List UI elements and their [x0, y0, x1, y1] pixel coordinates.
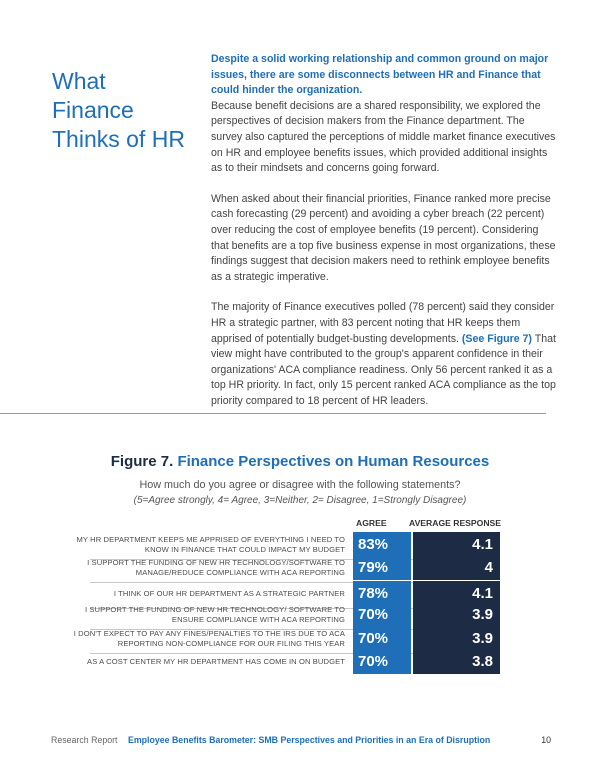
agree-value: 70%	[353, 602, 411, 627]
figure-label: Figure 7.	[110, 453, 174, 470]
agree-value: 70%	[353, 626, 411, 651]
paragraph	[211, 300, 557, 409]
table-row	[60, 649, 500, 674]
column-header-agree: AGREE	[356, 518, 387, 528]
average-value: 4.1	[413, 532, 500, 557]
table-row	[60, 602, 500, 627]
paragraph: When asked about their financial priorities, Finance ranked more precise cash forecasting (29 percent) and avoiding a cyber breach (22 percent) over reducing the cost of employee benefits (19 percent). Considering that benefits are a top five business expense in most organizations, these findings suggest that decision makers need to rethink employee benefits as a strategic imperative.	[211, 192, 556, 283]
figure-question: How much do you agree or disagree with the following statements?	[139, 479, 461, 491]
title-line: Finance	[52, 97, 134, 124]
footer-report-label: Research Report	[51, 735, 118, 745]
figure-scale: (5=Agree strongly, 4= Agree, 3=Neither, 2= Disagree, 1=Strongly Disagree)	[133, 495, 467, 506]
table-row	[60, 555, 500, 580]
figure-title	[0, 453, 600, 470]
statement-label: I DON'T EXPECT TO PAY ANY FINES/PENALTIES TO THE IRS DUE TO ACA REPORTING NON-COMPLIANCE FOR OUR FILING THIS YEAR	[73, 628, 345, 648]
page-footer	[51, 735, 551, 745]
paragraph: Because benefit decisions are a shared responsibility, we explored the perspectives of decision makers from the Finance department. The survey also captured the perceptions of middle market finance executives on HR and employee benefits issues, which provided additional insights as to their mindsets and concerns going forward.	[211, 99, 556, 175]
footer-document-title: Employee Benefits Barometer: SMB Perspectives and Priorities in an Era of Disruption	[127, 735, 491, 745]
body-text	[211, 52, 557, 424]
agree-value: 78%	[353, 581, 411, 606]
lead-paragraph: Despite a solid working relationship and common ground on major issues, there are some disconnects between HR and Finance that could hinder the organization.	[211, 53, 549, 97]
table-row	[60, 532, 500, 557]
average-value: 3.8	[413, 649, 500, 674]
title-line: Thinks of HR	[52, 126, 185, 153]
average-value: 4	[413, 555, 500, 580]
paragraph-text: That view might have contributed to the group's apparent confidence in their organizations' ACA compliance readiness. Only 56 percent ranked it as a top HR priority. In fact, only 15 percent ranked ACA compliance as the top priority compared to 18 percent of HR leaders.	[211, 332, 556, 407]
average-value: 3.9	[413, 626, 500, 651]
statement-label: AS A COST CENTER MY HR DEPARTMENT HAS COME IN ON BUDGET	[87, 656, 345, 666]
section-divider	[0, 413, 546, 414]
paragraph-text: The majority of Finance executives polled (78 percent) said they consider HR a strategic partner, with 83 percent noting that HR keeps them apprised of potentially budget-busting developments.	[211, 301, 555, 345]
statement-label: I THINK OF OUR HR DEPARTMENT AS A STRATEGIC PARTNER	[113, 588, 345, 598]
statement-label: I SUPPORT THE FUNDING OF NEW HR TECHNOLOGY/ SOFTWARE TO ENSURE COMPLIANCE WITH ACA REPORTING	[84, 604, 345, 624]
agree-value: 83%	[353, 532, 411, 557]
average-value: 3.9	[413, 602, 500, 627]
agree-value: 79%	[353, 555, 411, 580]
page-number: 10	[541, 735, 551, 745]
column-header-average: AVERAGE RESPONSE	[409, 518, 502, 528]
statement-label: MY HR DEPARTMENT KEEPS ME APPRISED OF EVERYTHING I NEED TO KNOW IN FINANCE THAT COULD IMPACT MY BUDGET	[76, 534, 345, 554]
figure-reference: (See Figure 7)	[461, 332, 532, 345]
table-row	[60, 626, 500, 651]
statement-label: I SUPPORT THE FUNDING OF NEW HR TECHNOLOGY/SOFTWARE TO MANAGE/REDUCE COMPLIANCE WITH ACA REPORTING	[87, 557, 345, 577]
title-line: What	[52, 68, 106, 95]
agree-value: 70%	[353, 649, 411, 674]
average-value: 4.1	[413, 581, 500, 606]
figure-heading: Finance Perspectives on Human Resources	[177, 453, 490, 470]
page-title	[52, 67, 192, 154]
